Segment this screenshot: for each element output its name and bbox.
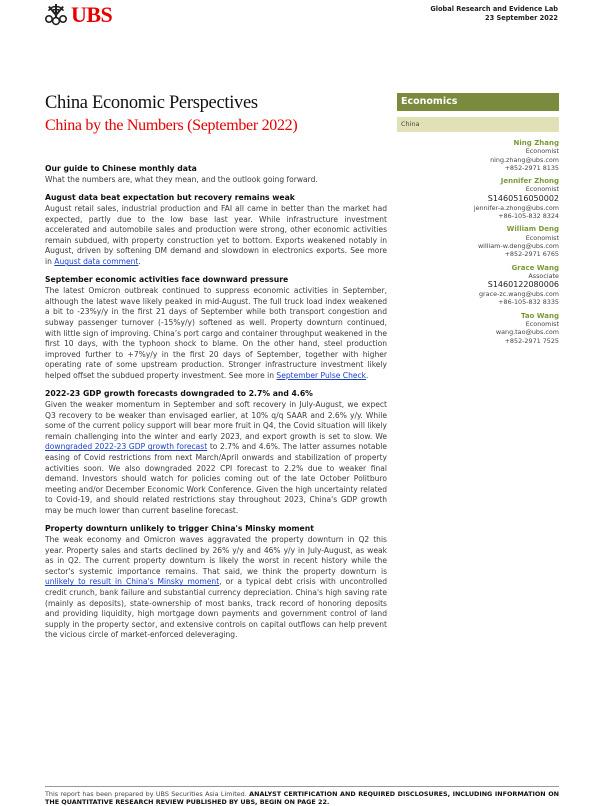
section-text: Given the weaker momentum in September and soft recovery in July-August, we expect Q3 recovery to be weaker than envisaged earlier, at 10% q/q SAAR and 2.6% y/y. While some of the current policy support will bear more fruit in Q4, the Covid situation will likely remain challenging into the winter and early 2023, and export growth is set to slow. We downgraded 2022-23 GDP growth forecast to 2.7% and 4.6%. The latter assumes notable easing of Covid restrictions from next March/April onwards and stabilization of property activities soon. We also downgraded 2022 CPI forecast to 2.2% due to weaker final demand. Investors should watch for policies coming out of the late October Politburo meeting and/or December Economic Work Conference. Given the high uncertainty related to Covid-19, and should related restrictions stay throughout 2023, China's GDP growth may be much lower than current baseline forecast.	[45, 400, 387, 515]
section-text: The latest Omicron outbreak continued to suppress economic activities in September, although the latest wave likely peaked in mid-August. The full truck load index weakened a bit to -23%y/y in the first 21 days of September while both transport congestion and subway passenger turnover (-15%y/y) softened as well. Property downturn continued, with little sign of improving. China’s port cargo and container throughput weakened in the first 10 days, with the typhoon shock to blame. On the other hand, steel production improved further to +7%y/y in the first 20 days of September, together with higher operating rate of some upstream production. Stronger infrastructure investment likely helped offset the subdued property investment. See more in September Pulse Check.	[45, 286, 387, 380]
analyst-phone: +852-2971 6765	[504, 250, 559, 259]
section-heading: August data beat expectation but recovery remains weak	[45, 193, 295, 203]
logo-text: UBS	[71, 2, 113, 27]
section-gdp-forecast	[45, 389, 387, 517]
section-heading: Our guide to Chinese monthly data	[45, 164, 197, 173]
section-august-data	[45, 193, 387, 268]
page-subtitle: China by the Numbers (September 2022)	[45, 117, 298, 134]
section-guide	[45, 164, 387, 186]
analyst-role: Economist	[525, 233, 559, 242]
gdp-forecast-link[interactable]: downgraded 2022-23 GDP growth forecast	[45, 442, 208, 452]
section-heading: Property downturn unlikely to trigger China's Minsky moment	[45, 524, 314, 534]
minsky-moment-link[interactable]: unlikely to result in China's Minsky moment	[45, 577, 220, 587]
disclosure-footer	[45, 790, 559, 806]
category-badge: Economics	[397, 93, 559, 111]
analyst-name: Jennifer Zhong	[500, 177, 559, 186]
analyst-list	[389, 139, 559, 350]
ubs-logo	[44, 2, 112, 28]
analyst-email[interactable]: wang.tao@ubs.com	[495, 328, 559, 337]
analyst-role: Economist	[525, 185, 559, 194]
report-date: 23 September 2022	[485, 14, 558, 22]
lab-name: Global Research and Evidence Lab	[430, 5, 558, 13]
analyst-phone: +852-2971 7525	[504, 336, 559, 345]
report-body	[45, 164, 387, 648]
analyst-card	[389, 312, 559, 345]
section-text: The weak economy and Omicron waves aggravated the property downturn in Q2 this year. Property sales and starts declined by 26% y/y and 46% y/y in July-August, as weak as in Q2. The current property downturn is likely the worst in recent history while the sector's systemic importance remains. That said, we think the property downturn is unlikely to result in China's Minsky moment, or a typical debt crisis with uncontrolled credit crunch, bank failure and substantial currency depreciation. China's high saving rate (mainly as deposits), state-ownership of most banks, track record of honoring deposits and providing liquidity, high mortgage down payments and government control of land supply in the property sector, and extensive controls on capital outflows can help prevent the vicious circle of market-enforced deleveraging.	[45, 535, 388, 640]
section-september-activity	[45, 275, 387, 381]
analyst-card	[389, 177, 559, 220]
section-heading: 2022-23 GDP growth forecasts downgraded to 2.7% and 4.6%	[45, 389, 313, 398]
analyst-email[interactable]: ning.zhang@ubs.com	[490, 155, 559, 164]
analyst-name: Grace Wang	[511, 263, 559, 272]
report-header-info	[430, 5, 558, 23]
september-pulse-check-link[interactable]: September Pulse Check	[276, 370, 367, 380]
section-text: What the numbers are, what they mean, and the outlook going forward.	[45, 175, 318, 184]
analyst-role: Economist	[525, 320, 559, 329]
section-text: August retail sales, industrial production and FAI all came in better than the market had expected, partly due to the low base last year. While infrastructure investment accelerated and automobile sales and production were strong, other economic activities remain subdued, with property construction yet to bottom. Exports weakened notably in August, driven by softening DM demand and slowdown in electronics exports. See more in August data comment.	[45, 204, 387, 267]
analyst-card	[389, 225, 559, 258]
footer-text: This report has been prepared by UBS Securities Asia Limited.	[45, 790, 250, 798]
analyst-role: Associate	[528, 271, 559, 280]
analyst-name: Tao Wang	[520, 311, 559, 320]
analyst-phone: +852-2971 8135	[504, 163, 559, 172]
analyst-card	[389, 264, 559, 307]
analyst-email[interactable]: jennifer-a.zhong@ubs.com	[473, 203, 559, 212]
section-heading: September economic activities face downward pressure	[45, 275, 289, 285]
analyst-role: Economist	[525, 147, 559, 156]
section-property-downturn	[45, 524, 387, 641]
analyst-email[interactable]: william-w.deng@ubs.com	[477, 241, 559, 250]
footer-disclosure: ANALYST CERTIFICATION AND REQUIRED DISCLOSURES, INCLUDING INFORMATION ON THE QUANTITATIVE RESEARCH REVIEW PUBLISHED BY UBS, BEGIN ON PAGE 22.	[45, 790, 560, 806]
analyst-registration: S1460516050002	[487, 193, 559, 203]
page-title: China Economic Perspectives	[45, 93, 258, 113]
analyst-name: Ning Zhang	[513, 139, 559, 147]
ubs-keys-icon	[44, 3, 68, 27]
footer-divider	[45, 786, 559, 787]
analyst-email[interactable]: grace-zc.wang@ubs.com	[478, 290, 559, 299]
analyst-registration: S1460122080006	[487, 280, 559, 290]
analyst-name: William Deng	[506, 225, 559, 234]
region-badge: China	[397, 117, 559, 132]
analyst-phone: +86-105-832 8324	[498, 212, 559, 221]
analyst-phone: +86-105-832 8335	[498, 298, 559, 307]
analyst-card	[389, 139, 559, 172]
august-data-comment-link[interactable]: August data comment	[54, 257, 139, 267]
